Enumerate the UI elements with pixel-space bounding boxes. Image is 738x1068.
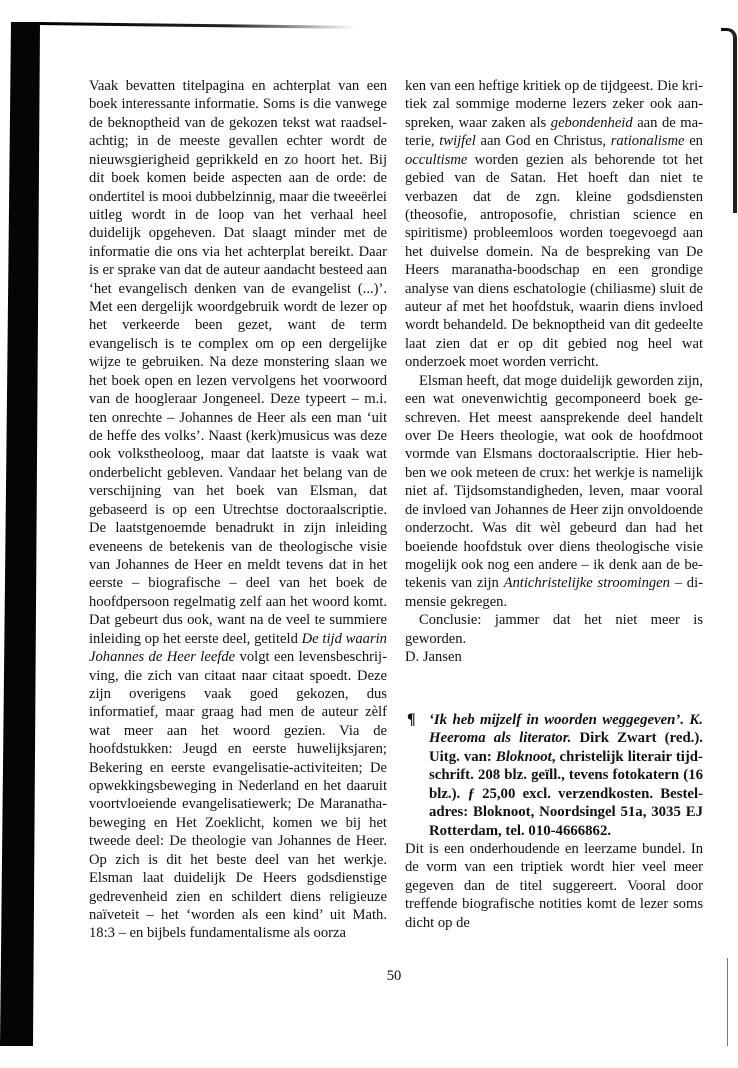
scan-edge-top	[38, 22, 356, 29]
review-entry-header: ¶ ‘Ik heb mijzelf in woorden weggegeven’. K. Heeroma als literator. Dirk Zwart (red.). Uitg. van: Bloknoot, christelijk literair tijdschrift. 208 blz. geïll., tevens fotokatern (16 blz.). ƒ 25,00 excl. verzendkosten. Besteladres: Bloknoot, Noordsingel 51a, 3035 EJ Rotterdam, tel. 010-4666862.	[407, 710, 703, 839]
body-paragraph: Elsman heeft, dat moge duidelijk geworden zijn, een wat onevenwichtig gecomponeerd boek geschreven. Het meest aansprekende deel handelt over De Heers theologie, wat ook de hoofdmoot vormde van Elsmans doctoraalscriptie. Hier hebben we ook meteen de crux: het werkje is namelijk niet af. Tijdsomstandigheden, leven, maar vooral de invloed van Johannes de Heer zijn onvoldoende onderzocht. Was dit wèl gebeurd dan had het boeiende hoofdstuk over diens theologische visie mogelijk ook nog een andere – ik denk aan de betekenis van zijn Antichristelijke stroomingen – dimensie gekregen.	[405, 372, 704, 610]
conclusion-paragraph: Conclusie: jammer dat het niet meer is geworden.	[405, 612, 703, 647]
review-body-paragraph: Dit is een onderhoudende en leerzame bundel. In de vorm van een triptiek wordt hier veel meer gegeven dan de titel suggereert. Vooral door treffende biografische notities komt de lezer soms dicht op de	[405, 841, 703, 931]
author-signature: D. Jansen	[405, 649, 462, 666]
pilcrow-icon: ¶	[407, 710, 416, 728]
scan-edge-bracket-right	[721, 28, 737, 213]
review-book-title: ‘Ik heb mijzelf in woorden weggegeven’. K. Heeroma als literator.	[429, 711, 703, 746]
body-paragraph: Vaak bevatten titelpagina en achterplat van een boek interessante informatie. Soms is die vanwege de beknoptheid van de gekozen tekst wat raadselachtig; in de meeste gevallen echter wordt de nieuwsgierigheid geprikkeld en zo hoort het. Bij dit boek komen beide aspecten aan de orde: de ondertitel is mooi dubbelzinnig, maar die tweeërlei uitleg wordt in de loop van het verhaal heel duidelijk opgeheven. Dat slaagt minder met de informatie die ons via het achterplat bereikt. Daar is er sprake van dat de auteur aandacht besteed aan ‘het evangelisch denken van de evangelist (...)’. Met een dergelijk woordgebruik wordt de lezer op het verkeerde been gezet, want de term evangelisch is te complex om op een dergelijke wijze te gebruiken. Na deze monstering slaan we het boek open en lezen vervolgens het voorwoord van de hoogleraar Jongeneel. Deze typeert – m.i. ten onrechte – Johannes de Heer als een man ‘uit de heffe des volks’. Naast (kerk)musicus was deze ook volkstheoloog, maar dat laatste is vaak wat onderbelicht gebleven. Vandaar het belang van de verschijning van het boek van Elsman, dat gebaseerd is op een Utrechtse doctoraalscriptie. De laatstgenoemde benadrukt in zijn inleiding eveneens de betekenis van de theologische visie van Johannes de Heer en meldt tevens dat in het eerste – biografische – deel van het boek de hoofdpersoon regelmatig zelf aan het woord komt. Dat gebeurt dus ook, want na de veel te summiere inleiding op het eerste deel, getiteld De tijd waarin Johannes de Heer leefde volgt een levensbeschrijving, die zich van citaat naar citaat spoedt. Deze zijn overigens vaak goed gekozen, dus informatief, maar graag had men de auteur zèlf wat meer aan het woord gezien. Via de hoofdstukken: Jeugd en eerste huwelijksjaren; Bekering en eerste evangelisatie-activiteiten; De opwekkingsbeweging in Nederland en het daaruit voortvloeiende evangelisatiewerk; De Maranatha-beweging en Het Zoeklicht, komen we bij het tweede deel: De theologie van Johannes de Heer. Op zich is dit het beste deel van het werkje. Elsman laat duidelijk De Heers godsdienstige gedrevenheid zien en schildert diens religieuze naïveteit – het ‘worden als een kind’ uit Math. 18:3 – en bijbels fundamentalisme als oorza	[89, 78, 387, 942]
scan-edge-shadow-left	[0, 22, 40, 1046]
book-part-title: De tijd waarin Johannes de Heer leefde	[89, 630, 387, 666]
scan-edge-line-right	[727, 958, 728, 1046]
page-number: 50	[386, 968, 402, 984]
left-column	[89, 77, 387, 943]
right-column	[405, 77, 703, 932]
body-paragraph: ken van een heftige kritiek op de tijdgeest. Die kritiek zal sommige moderne lezers zeker ook aanspreken, waar zaken als gebondenheid aan de materie, twijfel aan God en Christus, rationalisme en occultisme worden gezien als behorende tot het gebied van de Satan. Het hoeft dan niet te verbazen dat de zgn. kleine godsdiensten (theosofie, antroposofie, christian science en spiritisme) probleemloos worden toegevoegd aan het duivelse domein. Na de bespreking van De Heers maranatha-boodschap en een grondige analyse van diens eschatologie (chiliasme) sluit de auteur af met het hoofdstuk, waarin diens invloed wordt behandeld. De beknoptheid van dit gedeelte laat zien dat er op dit gebied nog heel wat onderzoek moet worden verricht.	[405, 78, 703, 371]
review-publisher: Bloknoot	[495, 748, 552, 765]
